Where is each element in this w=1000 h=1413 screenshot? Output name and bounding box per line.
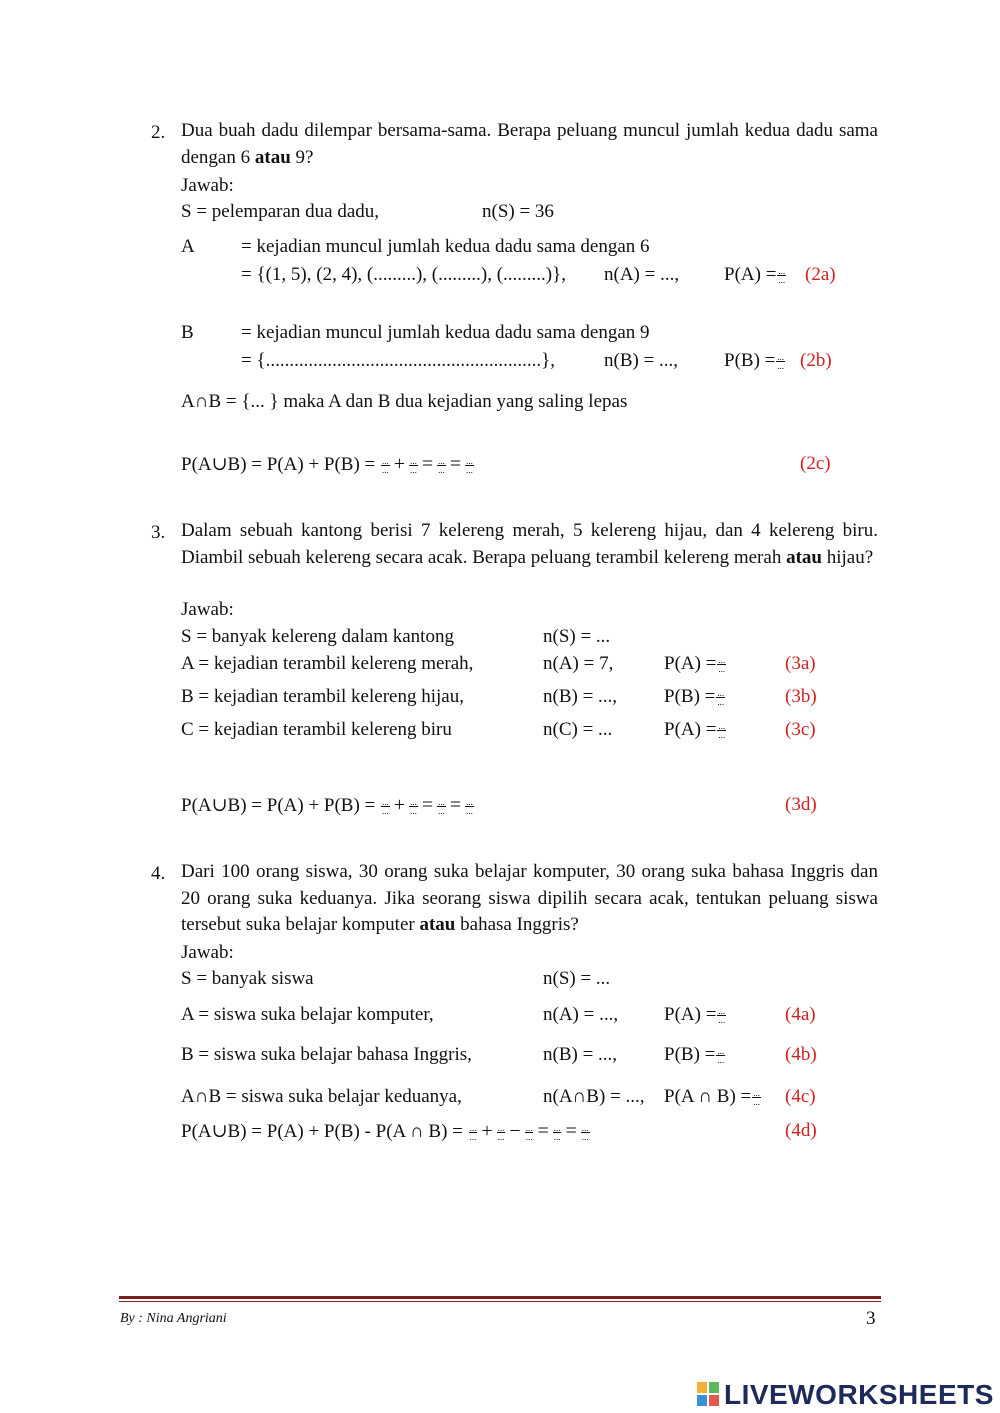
q2-a-count: n(A) = ..., (604, 264, 680, 285)
fraction-blank[interactable]: $\frac{...}{...}$ (382, 456, 389, 476)
q4-number: 4. (151, 863, 166, 884)
fraction-blank[interactable]: $\frac{...}{...}$ (778, 266, 786, 286)
q4-union-tag: (4d) (785, 1120, 817, 1141)
q4-row-b: B = siswa suka belajar bahasa Inggris, (181, 1044, 472, 1065)
q2-b-count: n(B) = ..., (604, 350, 679, 371)
q3-row-a-count: n(A) = 7, (543, 653, 614, 674)
q3-row-a: A = kejadian terambil kelereng merah, (181, 653, 474, 674)
fraction-blank[interactable]: $\frac{...}{...}$ (718, 655, 726, 675)
fraction-blank[interactable]: $\frac{...}{...}$ (410, 456, 417, 476)
q3-row-a-prob: P(A) = $\frac{...}{...}$ (664, 653, 726, 675)
q3-union: P(A∪B) = P(A) + P(B) = $\frac{...}{...}$ + $\frac{...}{...}$ = $\frac{...}{...}$ = $\frac{...}{...}$ (181, 794, 473, 817)
q2-ns: n(S) = 36 (482, 201, 554, 222)
q4-row-ab: A∩B = siswa suka belajar keduanya, (181, 1086, 462, 1107)
footer-rule-thin (119, 1301, 881, 1302)
q2-question: Dua buah dadu dilempar bersama-sama. Berapa peluang muncul jumlah kedua dadu sama dengan 6 atau 9? (181, 120, 878, 168)
fraction-blank[interactable]: $\frac{...}{...}$ (497, 1123, 505, 1143)
q2-union-tag: (2c) (800, 453, 831, 474)
q3-row-c-tag: (3c) (785, 719, 816, 740)
q2-b-label: B (181, 322, 194, 343)
q4-row-ab-count: n(A∩B) = ..., (543, 1086, 645, 1107)
q4-union: P(A∪B) = P(A) + P(B) - P(A ∩ B) = $\frac{...}{...}$ + $\frac{...}{...}$ − $\frac{...}{...}$ = $\frac{...}{...}$ = $\frac{...}{...}$ (181, 1120, 589, 1143)
q2-a-tag: (2a) (805, 264, 836, 285)
q3-row-c-prob: P(A) = $\frac{...}{...}$ (664, 719, 726, 741)
q4-question: Dari 100 orang siswa, 30 orang suka belajar komputer, 30 orang suka bahasa Inggris dan 20 orang suka keduanya. Jika seorang siswa dipilih secara acak, tentukan peluang siswa tersebut suka belajar komputer atau bahasa Inggris? (181, 861, 878, 935)
q3-row-a-tag: (3a) (785, 653, 816, 674)
q2-a-label: A (181, 236, 195, 257)
brand-wordmark[interactable]: LIVEWORKSHEETS (724, 1379, 994, 1410)
q4-row-a-count: n(A) = ..., (543, 1004, 619, 1025)
fraction-blank[interactable]: $\frac{...}{...}$ (753, 1088, 761, 1108)
q2-number: 2. (151, 122, 166, 143)
q2-jawab: Jawab: (181, 175, 234, 196)
page-number: 3 (866, 1308, 876, 1329)
q4-row-b-tag: (4b) (785, 1044, 817, 1065)
fraction-blank[interactable]: $\frac{...}{...}$ (777, 352, 785, 372)
q2-b-definition: = kejadian muncul jumlah kedua dadu sama dengan 9 (241, 322, 650, 343)
q3-jawab: Jawab: (181, 599, 234, 620)
fraction-blank[interactable]: $\frac{...}{...}$ (469, 1123, 477, 1143)
fraction-blank[interactable]: $\frac{...}{...}$ (466, 797, 473, 817)
q2-intersection: A∩B = {... } maka A dan B dua kejadian yang saling lepas (181, 391, 628, 412)
footer-rule (119, 1296, 881, 1299)
q4-row-b-prob: P(B) = $\frac{...}{...}$ (664, 1044, 725, 1066)
q4-jawab: Jawab: (181, 942, 234, 963)
footer-author: By : Nina Angriani (120, 1311, 227, 1326)
q2-union: P(A∪B) = P(A) + P(B) = $\frac{...}{...}$ + $\frac{...}{...}$ = $\frac{...}{...}$ = $\frac{...}{...}$ (181, 453, 473, 476)
liveworksheets-logo-icon (697, 1382, 719, 1406)
q2-a-prob: P(A) = $\frac{...}{...}$ (724, 264, 786, 286)
fraction-blank[interactable]: $\frac{...}{...}$ (718, 1006, 726, 1026)
q3-row-b-count: n(B) = ..., (543, 686, 618, 707)
q2-b-prob: P(B) = $\frac{...}{...}$ (724, 350, 785, 372)
q4-row-a-tag: (4a) (785, 1004, 816, 1025)
q4-row-a-prob: P(A) = $\frac{...}{...}$ (664, 1004, 726, 1026)
fraction-blank[interactable]: $\frac{...}{...}$ (525, 1123, 533, 1143)
fraction-blank[interactable]: $\frac{...}{...}$ (410, 797, 417, 817)
q4-row-ab-tag: (4c) (785, 1086, 816, 1107)
q3-row-b: B = kejadian terambil kelereng hijau, (181, 686, 464, 707)
q3-row-b-prob: P(B) = $\frac{...}{...}$ (664, 686, 725, 708)
fraction-blank[interactable]: $\frac{...}{...}$ (717, 688, 725, 708)
fraction-blank[interactable]: $\frac{...}{...}$ (438, 797, 445, 817)
fraction-blank[interactable]: $\frac{...}{...}$ (717, 1046, 725, 1066)
q4-row-b-count: n(B) = ..., (543, 1044, 618, 1065)
fraction-blank[interactable]: $\frac{...}{...}$ (382, 797, 389, 817)
q3-row-s: S = banyak kelereng dalam kantong (181, 626, 454, 647)
q3-row-c: C = kejadian terambil kelereng biru (181, 719, 452, 740)
fraction-blank[interactable]: $\frac{...}{...}$ (466, 456, 473, 476)
q4-row-ab-prob: P(A ∩ B) = $\frac{...}{...}$ (664, 1086, 761, 1108)
fraction-blank[interactable]: $\frac{...}{...}$ (438, 456, 445, 476)
q3-row-s-count: n(S) = ... (543, 626, 611, 647)
q2-sample-space: S = pelemparan dua dadu, (181, 201, 380, 222)
fraction-blank[interactable]: $\frac{...}{...}$ (553, 1123, 561, 1143)
q3-question: Dalam sebuah kantong berisi 7 kelereng merah, 5 kelereng hijau, dan 4 kelereng biru. Diambil sebuah kelereng secara acak. Berapa peluang terambil kelereng merah atau hijau? (181, 520, 878, 568)
q2-b-tag: (2b) (800, 350, 832, 371)
q3-number: 3. (151, 522, 166, 543)
q2-a-set: = {(1, 5), (2, 4), (.........), (.........), (.........)}, (241, 264, 566, 285)
q4-row-a: A = siswa suka belajar komputer, (181, 1004, 434, 1025)
fraction-blank[interactable]: $\frac{...}{...}$ (718, 721, 726, 741)
q3-union-tag: (3d) (785, 794, 817, 815)
q2-b-set: = {..........................................................}, (241, 350, 555, 371)
q3-row-c-count: n(C) = ... (543, 719, 613, 740)
q3-row-b-tag: (3b) (785, 686, 817, 707)
q2-a-definition: = kejadian muncul jumlah kedua dadu sama dengan 6 (241, 236, 650, 257)
q4-row-s-count: n(S) = ... (543, 968, 611, 989)
fraction-blank[interactable]: $\frac{...}{...}$ (581, 1123, 589, 1143)
q4-row-s: S = banyak siswa (181, 968, 314, 989)
